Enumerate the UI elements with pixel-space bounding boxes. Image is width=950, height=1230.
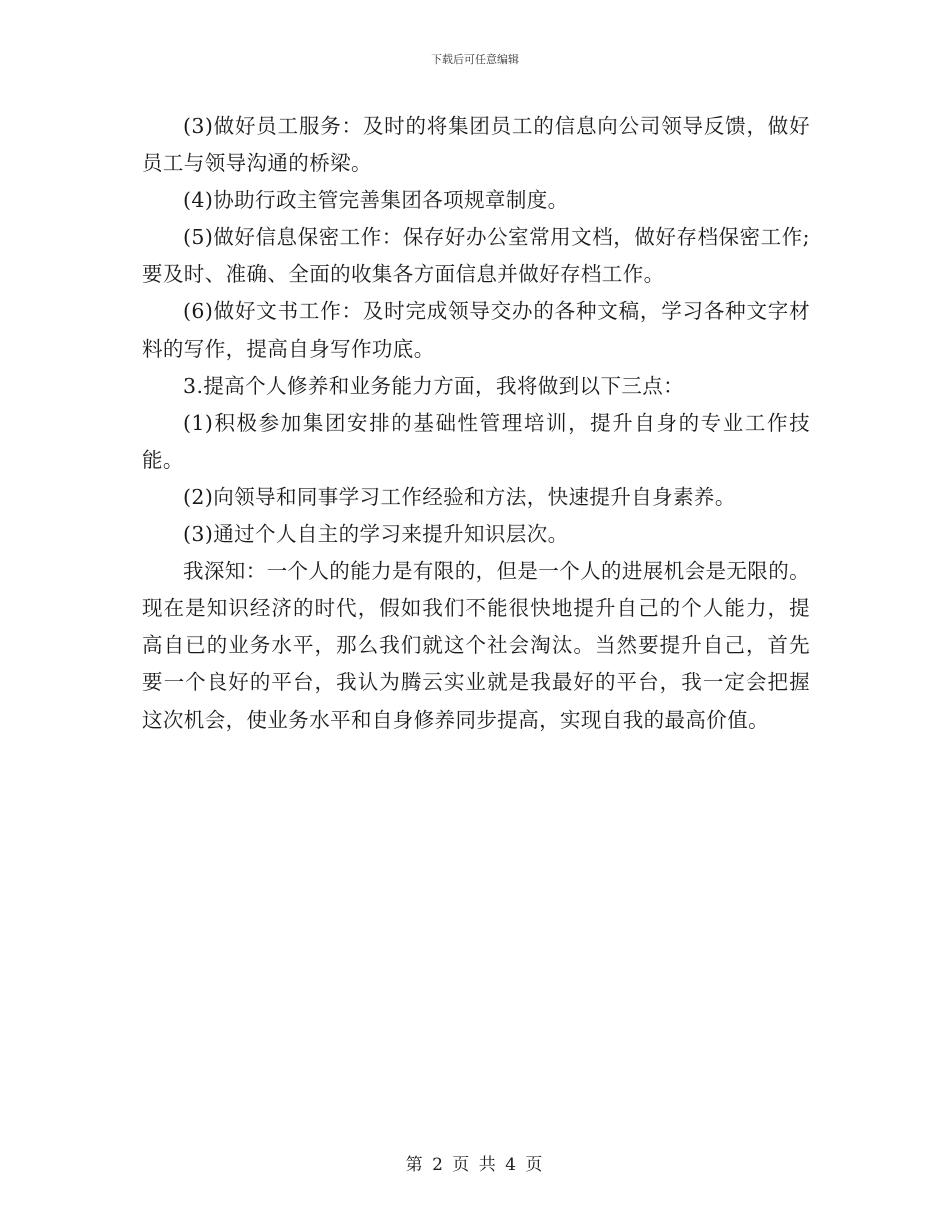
paragraph-self-improvement-heading: 3.提高个人修养和业务能力方面，我将做到以下三点：	[183, 373, 685, 398]
document-body	[142, 108, 810, 739]
paragraph-confidentiality: (5)做好信息保密工作：保存好办公室常用文档，做好存档保密工作;要及时、准确、全面的收集各方面信息并做好存档工作。	[142, 225, 810, 287]
paragraph-self-study: (3)通过个人自主的学习来提升知识层次。	[183, 522, 569, 547]
paragraph-learn-from-colleagues: (2)向领导和同事学习工作经验和方法，快速提升自身素养。	[183, 484, 736, 509]
page-header: 下载后可任意编辑	[431, 53, 519, 66]
paragraph-training: (1)积极参加集团安排的基础性管理培训，提升自身的专业工作技能。	[142, 410, 810, 472]
page-number-footer: 第 2 页 共 4 页	[405, 1155, 545, 1175]
paragraph-rules-assist: (4)协助行政主管完善集团各项规章制度。	[183, 188, 569, 213]
paragraph-staff-service: (3)做好员工服务：及时的将集团员工的信息向公司领导反馈，做好员工与领导沟通的桥梁。	[142, 114, 810, 176]
paragraph-conclusion: 我深知：一个人的能力是有限的，但是一个人的进展机会是无限的。现在是知识经济的时代，假如我们不能很快地提升自己的个人能力，提高自已的业务水平，那么我们就这个社会淘汰。当然要提升自己，首先要一个良好的平台，我认为腾云实业就是我最好的平台，我一定会把握这次机会，使业务水平和自身修养同步提高，实现自我的最高价值。	[142, 559, 810, 732]
paragraph-clerical-work: (6)做好文书工作：及时完成领导交办的各种文稿，学习各种文字材料的写作，提高自身写作功底。	[142, 299, 810, 361]
